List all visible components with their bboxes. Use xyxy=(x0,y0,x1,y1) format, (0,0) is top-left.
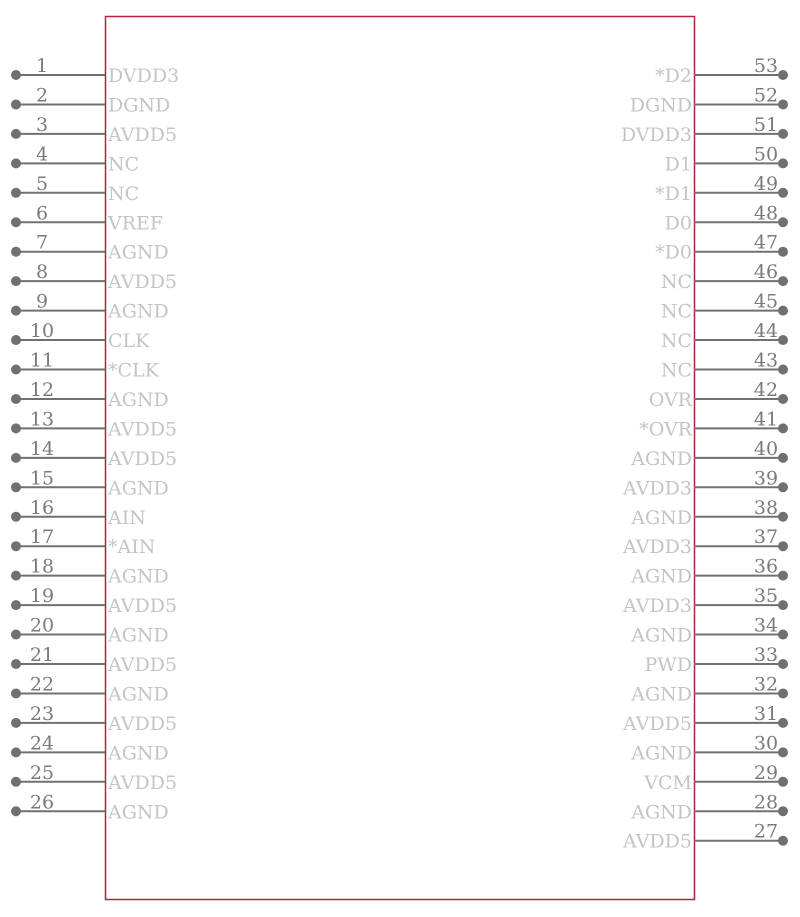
pin-name: *D1 xyxy=(655,182,692,205)
right-pin xyxy=(622,703,788,735)
pin-name: AGND xyxy=(108,565,169,588)
pin-terminal-dot[interactable] xyxy=(11,99,21,109)
right-pin xyxy=(661,261,788,293)
pin-name: AVDD5 xyxy=(108,271,178,294)
component-body-outline xyxy=(106,17,695,900)
right-pin-group xyxy=(621,55,788,853)
pin-terminal-dot[interactable] xyxy=(11,600,21,610)
left-pin xyxy=(11,291,169,323)
pin-terminal-dot[interactable] xyxy=(11,777,21,787)
pin-name: AGND xyxy=(631,565,692,588)
pin-name: AGND xyxy=(631,447,692,470)
pin-name: AVDD3 xyxy=(622,477,692,500)
pin-terminal-dot[interactable] xyxy=(11,335,21,345)
right-pin xyxy=(655,173,788,205)
left-pin xyxy=(11,320,150,352)
pin-terminal-dot[interactable] xyxy=(778,70,788,80)
left-pin xyxy=(11,791,169,823)
pin-number: 2 xyxy=(35,84,49,107)
right-pin xyxy=(661,291,788,323)
pin-terminal-dot[interactable] xyxy=(11,571,21,581)
left-pin xyxy=(11,350,160,382)
pin-number: 48 xyxy=(753,202,779,225)
pin-name: *AIN xyxy=(108,536,156,559)
pin-terminal-dot[interactable] xyxy=(778,335,788,345)
pin-number: 42 xyxy=(753,378,779,401)
pin-number: 38 xyxy=(753,496,779,519)
pin-terminal-dot[interactable] xyxy=(778,630,788,640)
pin-number: 9 xyxy=(35,290,49,313)
right-pin xyxy=(630,556,788,588)
pin-name: AGND xyxy=(108,683,169,706)
pin-name: AVDD5 xyxy=(108,654,178,676)
right-pin xyxy=(630,497,788,529)
pin-name: AGND xyxy=(631,801,692,824)
right-pin xyxy=(622,821,788,853)
right-pin xyxy=(639,408,788,440)
pin-number: 31 xyxy=(753,702,779,725)
pin-terminal-dot[interactable] xyxy=(11,688,21,698)
pin-name: NC xyxy=(108,153,140,176)
pin-name: VCM xyxy=(644,771,692,794)
left-pin xyxy=(11,114,177,146)
pin-number: 12 xyxy=(29,378,55,401)
pin-number: 5 xyxy=(35,172,49,195)
pin-name: VREF xyxy=(108,212,164,235)
pin-number: 47 xyxy=(753,231,779,254)
right-pin xyxy=(661,320,788,352)
pin-number: 4 xyxy=(35,143,49,166)
pin-number: 25 xyxy=(29,761,55,784)
pin-terminal-dot[interactable] xyxy=(11,394,21,404)
pin-name: *CLK xyxy=(108,359,159,382)
right-pin xyxy=(665,143,788,175)
left-pin xyxy=(11,379,169,411)
pin-terminal-dot[interactable] xyxy=(778,777,788,787)
pin-number: 23 xyxy=(29,702,55,725)
pin-name: AGND xyxy=(108,300,169,323)
pin-terminal-dot[interactable] xyxy=(778,394,788,404)
pin-name: AVDD5 xyxy=(108,771,178,794)
pin-number: 16 xyxy=(29,496,55,519)
pin-name: D0 xyxy=(664,212,692,235)
pin-terminal-dot[interactable] xyxy=(778,188,788,198)
pin-terminal-dot[interactable] xyxy=(778,217,788,227)
right-pin xyxy=(622,526,788,558)
pin-number: 1 xyxy=(35,55,49,77)
pin-number: 46 xyxy=(753,261,779,284)
right-pin xyxy=(649,379,788,411)
pin-number: 41 xyxy=(753,408,779,431)
pin-name: *D2 xyxy=(655,65,692,87)
pin-terminal-dot[interactable] xyxy=(778,512,788,522)
right-pin xyxy=(643,762,788,794)
pin-terminal-dot[interactable] xyxy=(11,276,21,286)
pin-name: NC xyxy=(660,271,692,294)
pin-number: 20 xyxy=(29,614,55,637)
pin-terminal-dot[interactable] xyxy=(11,747,21,757)
pin-terminal-dot[interactable] xyxy=(778,747,788,757)
pin-number: 10 xyxy=(29,320,55,343)
pin-number: 35 xyxy=(753,585,779,608)
right-pin xyxy=(622,467,788,499)
pin-terminal-dot[interactable] xyxy=(11,423,21,433)
pin-name: AGND xyxy=(108,742,169,765)
pin-number: 21 xyxy=(29,644,55,666)
pin-number: 50 xyxy=(753,143,779,166)
pin-name: AGND xyxy=(108,241,169,264)
right-pin xyxy=(622,585,788,617)
pin-number: 36 xyxy=(753,555,779,578)
pin-number: 32 xyxy=(753,673,779,696)
left-pin xyxy=(11,202,163,234)
left-pin xyxy=(11,232,169,264)
pin-number: 40 xyxy=(753,437,779,460)
right-pin xyxy=(644,644,788,676)
right-pin xyxy=(630,791,788,823)
pin-terminal-dot[interactable] xyxy=(778,806,788,816)
pin-number: 14 xyxy=(29,437,55,460)
pin-terminal-dot[interactable] xyxy=(778,129,788,139)
left-pin xyxy=(11,261,177,293)
pin-terminal-dot[interactable] xyxy=(778,306,788,316)
pin-number: 44 xyxy=(753,320,779,343)
pin-number: 51 xyxy=(753,113,779,136)
pin-name: DGND xyxy=(629,94,692,117)
pin-name: DVDD3 xyxy=(108,65,180,87)
pin-number: 33 xyxy=(753,644,779,666)
left-pin xyxy=(11,408,177,440)
pin-terminal-dot[interactable] xyxy=(11,659,21,669)
pin-number: 45 xyxy=(753,290,779,313)
pin-name: AVDD5 xyxy=(108,595,178,618)
left-pin xyxy=(11,703,177,735)
pin-name: AGND xyxy=(631,506,692,529)
pin-number: 7 xyxy=(35,231,49,254)
pin-name: AVDD5 xyxy=(108,418,178,441)
pin-number: 3 xyxy=(35,113,49,136)
pin-name: AGND xyxy=(108,624,169,647)
pin-terminal-dot[interactable] xyxy=(11,541,21,551)
pin-name: PWD xyxy=(644,654,692,676)
right-pin xyxy=(655,232,788,264)
pin-number: 43 xyxy=(753,349,779,372)
pin-terminal-dot[interactable] xyxy=(778,541,788,551)
right-pin xyxy=(630,615,788,647)
left-pin xyxy=(11,615,169,647)
right-pin xyxy=(661,350,788,382)
pin-number: 34 xyxy=(753,614,779,637)
pin-number: 22 xyxy=(29,673,55,696)
left-pin xyxy=(11,55,179,87)
pin-terminal-dot[interactable] xyxy=(11,188,21,198)
pin-terminal-dot[interactable] xyxy=(778,688,788,698)
pin-terminal-dot[interactable] xyxy=(778,482,788,492)
pin-terminal-dot[interactable] xyxy=(11,247,21,257)
pin-number: 18 xyxy=(29,555,55,578)
pin-name: NC xyxy=(660,330,692,353)
pin-number: 26 xyxy=(29,791,55,814)
pin-name: CLK xyxy=(108,330,150,353)
pin-terminal-dot[interactable] xyxy=(778,247,788,257)
pin-terminal-dot[interactable] xyxy=(11,129,21,139)
pin-number: 17 xyxy=(29,526,55,549)
pin-name: NC xyxy=(660,300,692,323)
pin-terminal-dot[interactable] xyxy=(778,365,788,375)
left-pin xyxy=(11,732,169,764)
pin-terminal-dot[interactable] xyxy=(11,158,21,168)
left-pin xyxy=(11,556,169,588)
pin-name: AVDD5 xyxy=(108,123,178,146)
left-pin xyxy=(11,143,139,175)
right-pin xyxy=(630,673,788,705)
left-pin xyxy=(11,497,146,529)
left-pin xyxy=(11,526,155,558)
right-pin xyxy=(630,438,788,470)
pin-number: 39 xyxy=(753,467,779,490)
pin-terminal-dot[interactable] xyxy=(11,630,21,640)
pin-name: AVDD5 xyxy=(108,447,178,470)
pin-number: 24 xyxy=(29,732,55,755)
pin-number: 29 xyxy=(753,761,779,784)
right-pin xyxy=(665,202,788,234)
pin-name: AVDD3 xyxy=(622,536,692,559)
pin-terminal-dot[interactable] xyxy=(778,659,788,669)
pin-number: 8 xyxy=(35,261,49,284)
pin-number: 27 xyxy=(753,820,779,843)
right-pin xyxy=(630,732,788,764)
pin-number: 30 xyxy=(753,732,779,755)
left-pin xyxy=(11,467,169,499)
pin-number: 15 xyxy=(29,467,55,490)
left-pin xyxy=(11,173,139,205)
right-pin xyxy=(655,55,788,87)
pin-terminal-dot[interactable] xyxy=(11,453,21,463)
pin-terminal-dot[interactable] xyxy=(778,99,788,109)
pin-name: OVR xyxy=(648,388,692,411)
pin-number: 28 xyxy=(753,791,779,814)
pin-terminal-dot[interactable] xyxy=(778,718,788,728)
pin-terminal-dot[interactable] xyxy=(11,482,21,492)
pin-name: AVDD5 xyxy=(108,712,178,735)
pin-name: AGND xyxy=(631,624,692,647)
right-pin xyxy=(621,114,788,146)
pin-terminal-dot[interactable] xyxy=(778,600,788,610)
left-pin xyxy=(11,762,177,794)
pin-terminal-dot[interactable] xyxy=(778,453,788,463)
pin-name: *D0 xyxy=(655,241,692,264)
pin-terminal-dot[interactable] xyxy=(11,512,21,522)
pin-number: 11 xyxy=(29,349,55,372)
pin-name: AVDD5 xyxy=(622,712,692,735)
pin-number: 37 xyxy=(753,526,779,549)
pin-terminal-dot[interactable] xyxy=(778,423,788,433)
left-pin xyxy=(11,673,169,705)
pin-terminal-dot[interactable] xyxy=(11,217,21,227)
pin-number: 6 xyxy=(35,202,49,225)
right-pin xyxy=(630,84,788,116)
pin-name: AVDD3 xyxy=(622,595,692,618)
left-pin xyxy=(11,438,177,470)
left-pin xyxy=(11,644,177,676)
pin-number: 19 xyxy=(29,585,55,608)
pin-name: AGND xyxy=(108,477,169,500)
pin-name: DVDD3 xyxy=(620,123,692,146)
pin-name: DGND xyxy=(108,94,171,117)
pin-terminal-dot[interactable] xyxy=(778,571,788,581)
pin-name: AGND xyxy=(108,801,169,824)
left-pin xyxy=(11,585,177,617)
pin-terminal-dot[interactable] xyxy=(11,365,21,375)
pin-terminal-dot[interactable] xyxy=(11,70,21,80)
pin-terminal-dot[interactable] xyxy=(11,718,21,728)
pin-terminal-dot[interactable] xyxy=(11,806,21,816)
pin-name: AGND xyxy=(631,742,692,765)
pin-name: AGND xyxy=(108,388,169,411)
pin-name: *OVR xyxy=(639,418,692,441)
pin-terminal-dot[interactable] xyxy=(778,276,788,286)
pin-terminal-dot[interactable] xyxy=(778,836,788,846)
left-pin xyxy=(11,84,170,116)
pin-number: 52 xyxy=(753,84,779,107)
left-pin-group xyxy=(11,55,179,823)
pin-name: NC xyxy=(660,359,692,382)
pin-name: D1 xyxy=(664,153,692,176)
pin-number: 13 xyxy=(29,408,55,431)
pin-number: 49 xyxy=(753,172,779,195)
pin-name: NC xyxy=(108,182,140,205)
pin-name: AVDD5 xyxy=(622,830,692,853)
pin-name: AIN xyxy=(108,506,146,529)
pin-terminal-dot[interactable] xyxy=(778,158,788,168)
pin-number: 53 xyxy=(753,55,779,77)
pin-terminal-dot[interactable] xyxy=(11,306,21,316)
pin-name: AGND xyxy=(631,683,692,706)
